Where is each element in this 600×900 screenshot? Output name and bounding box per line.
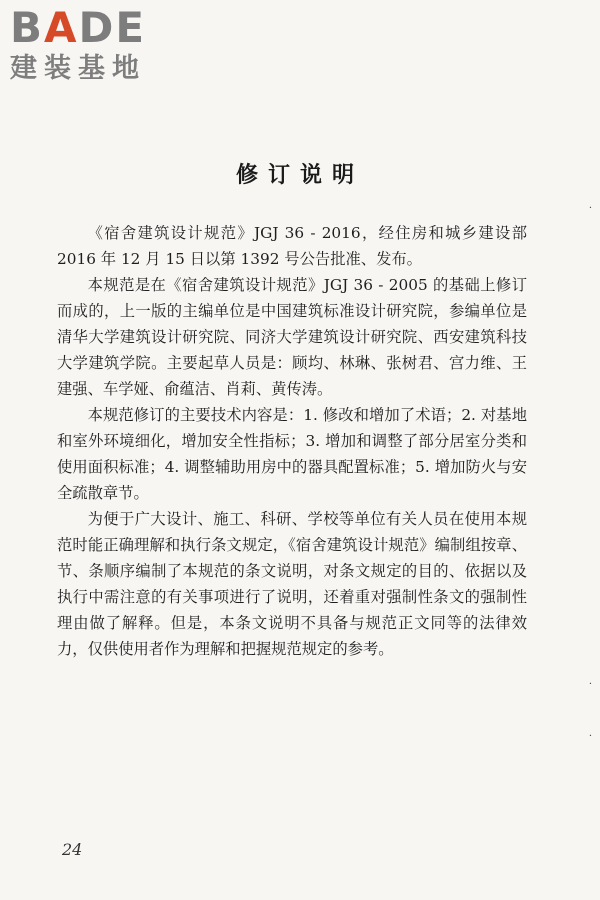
page-number: 24 <box>62 840 83 859</box>
paragraph-publication: 《宿舍建筑设计规范》JGJ 36 - 2016，经住房和城乡建设部 2016 年 12 月 15 日以第 1392 号公告批准、发布。 <box>57 224 527 268</box>
logo-letter: B <box>10 3 45 52</box>
paragraph-explanation: 为便于广大设计、施工、科研、学校等单位有关人员在使用本规范时能正确理解和执行条文规定，《宿舍建筑设计规范》编制组按章、节、条顺序编制了本规范的条文说明，对条文规定的目的、依据以及执行中需注意的有关事项进行了说明，还着重对强制性条文的强制性理由做了解释。但是，本条文说明不具备与规范正文同等的法律效力，仅供使用者作为理解和把握规范规定的参考。 <box>57 510 527 658</box>
logo-letter-accent: A <box>44 3 79 52</box>
document-body <box>57 220 527 662</box>
scan-mark: · <box>588 203 592 214</box>
scan-mark: · <box>588 731 592 742</box>
brand-logo <box>10 4 180 86</box>
scan-mark: · <box>588 679 592 690</box>
logo-subtitle: 建装基地 <box>10 53 146 84</box>
page-title: 修订说明 <box>235 163 364 188</box>
logo-letter: E <box>115 3 147 52</box>
paragraph-revision-basis: 本规范是在《宿舍建筑设计规范》JGJ 36 - 2005 的基础上修订而成的，上一版的主编单位是中国建筑标准设计研究院，参编单位是清华大学建筑设计研究院、同济大学建筑设计研究院、西安建筑科技大学建筑学院。主要起草人员是：顾均、林琳、张树君、宫力维、王建强、车学娅、俞蕴洁、肖莉、黄传涛。 <box>57 276 527 398</box>
logo-wordmark <box>10 4 180 52</box>
paragraph-technical-content: 本规范修订的主要技术内容是：1. 修改和增加了术语；2. 对基地和室外环境细化，增加安全性指标；3. 增加和调整了部分居室分类和使用面积标准；4. 调整辅助用房中的器具配置标准；5. 增加防火与安全疏散章节。 <box>57 406 527 502</box>
logo-letter: D <box>78 3 116 52</box>
